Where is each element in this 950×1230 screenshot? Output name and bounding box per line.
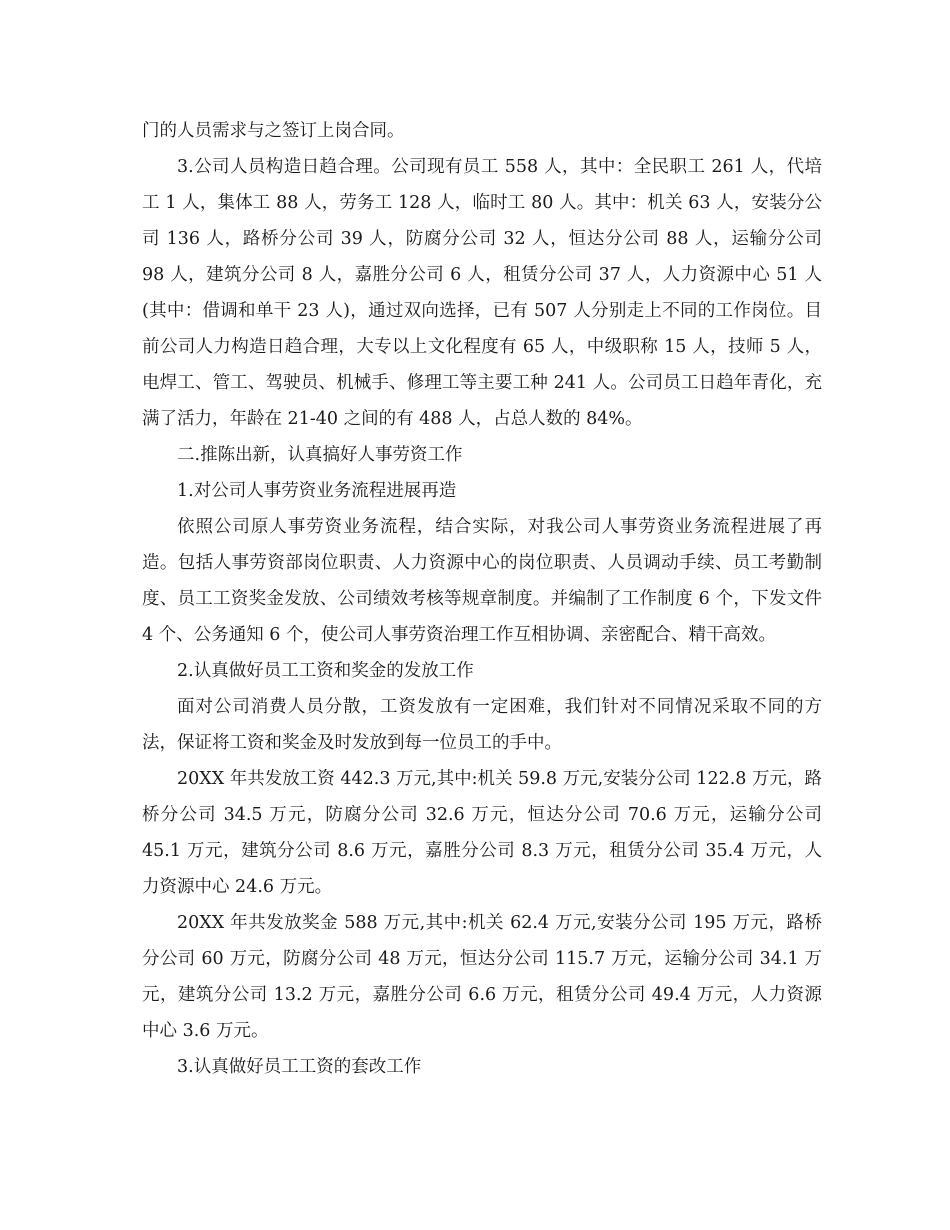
paragraph-process-reengineering: 依照公司原人事劳资业务流程，结合实际，对我公司人事劳资业务流程进展了再造。包括人事劳资部岗位职责、人力资源中心的岗位职责、人员调动手续、员工考勤制度、员工工资奖金发放、公司绩效考核等规章制度。并编制了工作制度 6 个，下发文件 4 个、公务通知 6 个，使公司人事劳资治理工作互相协调、亲密配合、精干高效。 [142,517,822,645]
section-heading-personnel-work: 二.推陈出新，认真搞好人事劳资工作 [177,445,463,465]
subheading-process-reengineering: 1.对公司人事劳资业务流程进展再造 [177,481,457,501]
subheading-wage-reform: 3.认真做好员工工资的套改工作 [177,1057,422,1077]
paragraph-wage-totals: 20XX 年共发放工资 442.3 万元,其中:机关 59.8 万元,安装分公司 122.8 万元，路桥分公司 34.5 万元，防腐分公司 32.6 万元，恒达分公司 70.6 万元，运输分公司 45.1 万元，建筑分公司 8.6 万元，嘉胜分公司 8.3 万元，租赁分公司 35.4 万元，人力资源中心 24.6 万元。 [142,769,822,897]
paragraph-wage-distribution-method: 面对公司消费人员分散，工资发放有一定困难，我们针对不同情况采取不同的方法，保证将工资和奖金及时发放到每一位员工的手中。 [142,697,822,753]
paragraph-bonus-totals: 20XX 年共发放奖金 588 万元,其中:机关 62.4 万元,安装分公司 195 万元，路桥分公司 60 万元，防腐分公司 48 万元，恒达分公司 115.7 万元，运输分公司 34.1 万元，建筑分公司 13.2 万元，嘉胜分公司 6.6 万元，租赁分公司 49.4 万元，人力资源中心 3.6 万元。 [142,913,822,1041]
paragraph-continuation: 门的人员需求与之签订上岗合同。 [142,121,405,141]
paragraph-staff-structure: 3.公司人员构造日趋合理。公司现有员工 558 人，其中：全民职工 261 人，代培工 1 人，集体工 88 人，劳务工 128 人，临时工 80 人。其中：机关 63 人，安装分公司 136 人，路桥分公司 39 人，防腐分公司 32 人，恒达分公司 88 人，运输分公司 98 人，建筑分公司 8 人，嘉胜分公司 6 人，租赁分公司 37 人，人力资源中心 51 人(其中：借调和单干 23 人)，通过双向选择，已有 507 人分别走上不同的工作岗位。目前公司人力构造日趋合理，大专以上文化程度有 65 人，中级职称 15 人，技师 5 人，电焊工、管工、驾驶员、机械手、修理工等主要工种 241 人。公司员工日趋年青化，充满了活力，年龄在 21-40 之间的有 488 人，占总人数的 84%。 [142,157,822,429]
subheading-wage-bonus-payment: 2.认真做好员工工资和奖金的发放工作 [177,661,474,681]
document-body [142,113,822,1085]
